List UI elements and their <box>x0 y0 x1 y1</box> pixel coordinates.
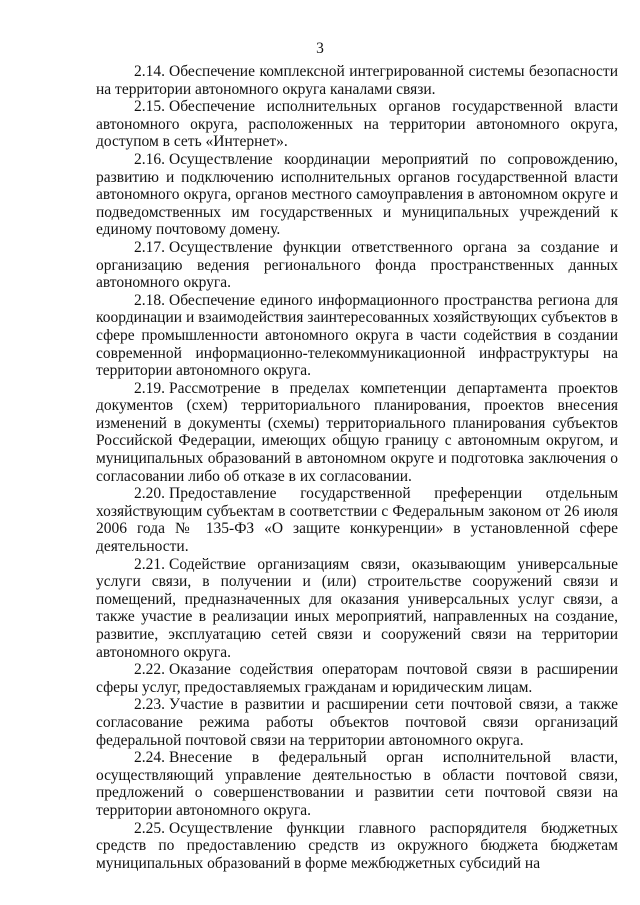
document-body <box>96 63 618 872</box>
paragraph-2-19 <box>96 380 618 486</box>
paragraph-number: 2.24. <box>134 749 165 767</box>
paragraph-2-15 <box>96 98 618 151</box>
paragraph-2-21 <box>96 556 618 662</box>
paragraph-2-25 <box>96 820 618 873</box>
paragraph-2-22 <box>96 661 618 696</box>
paragraph-number: 2.16. <box>134 150 165 168</box>
paragraph-text: Осуществление функции ответственного органа за создание и организацию ведения регионального фонда пространственных данных автономного округа. <box>96 238 618 292</box>
paragraph-number: 2.22. <box>134 661 165 679</box>
paragraph-number: 2.17. <box>134 238 165 256</box>
paragraph-text: Внесение в федеральный орган исполнительной власти, осуществляющий управление деятельностью в области почтовой связи, предложений о совершенствовании и развитии сети почтовой связи на территории автономного округа. <box>96 749 618 819</box>
paragraph-number: 2.23. <box>134 696 165 714</box>
paragraph-2-16 <box>96 151 618 239</box>
paragraph-number: 2.20. <box>134 485 165 503</box>
paragraph-text: Участие в развитии и расширении сети почтовой связи, а также согласование режима работы объектов почтовой связи организаций федеральной почтовой связи на территории автономного округа. <box>96 696 618 749</box>
paragraph-text: Оказание содействия операторам почтовой связи в расширении сферы услуг, предоставляемых гражданам и юридическим лицам. <box>96 661 618 696</box>
paragraph-text: Обеспечение комплексной интегрированной системы безопасности на территории автономного округа каналами связи. <box>96 63 618 98</box>
paragraph-text: Предоставление государственной преференции отдельным хозяйствующим субъектам в соответствии с Федеральным законом от 26 июля 2006 года № 135-ФЗ «О защите конкуренции» в установленной сфере деятельности. <box>96 485 618 556</box>
paragraph-text: Содействие организациям связи, оказывающим универсальные услуги связи, в получении и (или) строительстве сооружений связи и помещений, предназначенных для оказания универсальных услуг связи, а также участие в реализации иных мероприятий, направленных на создание, развитие, эксплуатацию сетей связи и сооружений связи на территории автономного округа. <box>96 555 618 661</box>
paragraph-number: 2.21. <box>134 555 165 573</box>
paragraph-number: 2.19. <box>134 379 165 397</box>
paragraph-number: 2.25. <box>134 819 165 837</box>
paragraph-2-14 <box>96 63 618 98</box>
paragraph-number: 2.14. <box>134 63 165 80</box>
paragraph-2-17 <box>96 239 618 292</box>
page-number: 3 <box>316 40 324 57</box>
paragraph-text: Рассмотрение в пределах компетенции департамента проектов документов (схем) территориального планирования, проектов внесения изменений в документы (схемы) территориального планирования субъектов Российской Федерации, имеющих общую границу с автономным округом, и муниципальных образований в автономном округе и подготовка заключения о согласовании либо об отказе в их согласовании. <box>96 379 618 485</box>
paragraph-text: Осуществление функции главного распорядителя бюджетных средств по предоставлению средств из окружного бюджета бюджетам муниципальных образований в форме межбюджетных субсидий на <box>96 819 618 872</box>
paragraph-2-23 <box>96 696 618 749</box>
paragraph-text: Обеспечение исполнительных органов государственной власти автономного округа, расположенных на территории автономного округа, доступом в сеть «Интернет». <box>96 98 618 151</box>
paragraph-number: 2.18. <box>134 291 165 309</box>
paragraph-text: Осуществление координации мероприятий по сопровождению, развитию и подключению исполнительных органов государственной власти автономного округа, органов местного самоуправления в автономном округе и подведомственных им государственных и муниципальных учреждений к единому почтовому домену. <box>96 150 618 239</box>
paragraph-2-24 <box>96 749 618 819</box>
paragraph-number: 2.15. <box>134 98 165 116</box>
paragraph-2-18 <box>96 292 618 380</box>
paragraph-2-20 <box>96 485 618 555</box>
paragraph-text: Обеспечение единого информационного пространства региона для координации и взаимодействия заинтересованных хозяйствующих субъектов в сфере промышленности автономного округа в части содействия в создании современной информационно-телекоммуникационной инфраструктуры на территории автономного округа. <box>96 291 618 380</box>
